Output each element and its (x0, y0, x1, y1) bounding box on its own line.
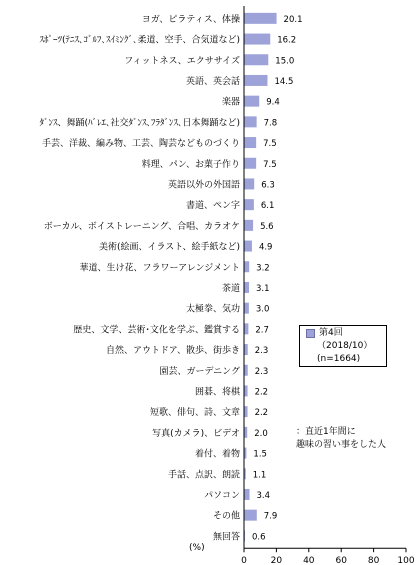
bar (244, 323, 248, 334)
bar (244, 13, 277, 24)
bar (244, 406, 248, 417)
category-label: 茶道 (221, 283, 240, 294)
data-label: 1.5 (253, 449, 267, 460)
category-label: 囲碁、将棋 (194, 387, 240, 398)
category-label: 英語、英会話 (185, 76, 240, 87)
data-label: 3.4 (256, 490, 271, 501)
data-label: 7.5 (263, 139, 277, 150)
data-label: 7.8 (263, 118, 278, 129)
category-label: 料理、パン、お菓子作り (141, 159, 240, 170)
category-label: 楽器 (221, 97, 240, 108)
x-axis-unit-label: (%) (189, 543, 205, 553)
legend-date: （2018/10） (317, 341, 373, 351)
category-label: その他 (212, 511, 240, 522)
x-tick-label: 60 (335, 556, 347, 565)
data-label: 2.3 (254, 366, 269, 377)
bar (244, 116, 257, 127)
category-label: 歴史、文学、芸術･文化を学ぶ、鑑賞する (73, 325, 240, 336)
x-tick-label: 80 (367, 556, 380, 565)
data-label: 2.2 (254, 387, 269, 398)
legend (299, 325, 387, 367)
data-label: 3.0 (255, 304, 270, 315)
note-line-2: 趣味の習い事をした人 (296, 440, 387, 450)
bar (244, 510, 257, 521)
bar (244, 178, 254, 189)
category-label: 英語以外の外国語 (167, 180, 240, 191)
data-label: 9.4 (266, 97, 280, 108)
x-tick-label: 20 (270, 556, 283, 565)
category-label: 手芸、洋裁、編み物、工芸、陶芸などものづくり (41, 139, 240, 150)
data-label: 4.9 (258, 242, 273, 253)
data-label: 6.1 (260, 201, 275, 212)
bar (244, 489, 250, 500)
x-tick-label: 100 (397, 556, 415, 565)
bar (244, 261, 249, 272)
value-labels (252, 15, 303, 543)
category-label: ボーカル、ボイストレーニング、合唱、カラオケ (43, 221, 240, 232)
x-tick-label: 40 (303, 556, 315, 565)
bar (244, 282, 249, 293)
bar (244, 220, 253, 231)
bar (244, 158, 256, 169)
bars (244, 13, 277, 542)
legend-sample-size: (n=1664) (317, 354, 361, 364)
data-label: 6.3 (261, 180, 275, 191)
category-label: 書道、ペン字 (185, 201, 240, 212)
data-label: 7.5 (263, 159, 277, 170)
category-label: フィットネス、エクササイズ (124, 56, 240, 67)
category-label: 美術(絵画、イラスト、絵手紙など) (99, 242, 240, 253)
category-label: 短歌、俳句、詩、文章 (149, 408, 240, 419)
category-label: 華道、生け花、フラワーアレンジメント (79, 263, 240, 274)
category-labels (39, 13, 241, 543)
data-label: 2.3 (254, 346, 269, 357)
data-label: 5.6 (260, 221, 274, 232)
data-label: 2.7 (255, 325, 269, 336)
data-label: 16.2 (277, 35, 297, 46)
category-label: ﾀﾞﾝｽ、舞踊(ﾊﾞﾚｴ､社交ﾀﾞﾝｽ､ﾌﾗﾀﾞﾝｽ､日本舞踊など) (39, 118, 240, 129)
data-label: 7.9 (263, 511, 278, 522)
data-label: 0.6 (251, 532, 266, 543)
note-line-1: ：直近1年間に (296, 427, 356, 437)
data-label: 1.1 (252, 470, 267, 481)
category-label: 無回答 (212, 532, 240, 543)
category-label: 園芸、ガーデニング (159, 366, 240, 377)
bar (244, 241, 252, 252)
bar (244, 199, 254, 210)
bar (244, 96, 259, 107)
data-label: 3.2 (256, 263, 270, 274)
legend-swatch (306, 329, 315, 338)
category-label: 着付、着物 (194, 449, 240, 460)
legend-series-name: 第4回 (319, 328, 343, 338)
category-label: ｽﾎﾟｰﾂ(ﾃﾆｽ､ｺﾞﾙﾌ､ｽｲﾐﾝｸﾞ､柔道、空手、合気道など) (39, 35, 240, 46)
data-label: 15.0 (275, 56, 295, 67)
bar (244, 137, 256, 148)
bar (244, 344, 248, 355)
bar (244, 54, 268, 65)
bar (244, 365, 248, 376)
category-label: 自然、アウトドア、散歩、街歩き (105, 346, 240, 357)
bar (244, 34, 270, 45)
category-label: パソコン (204, 490, 240, 501)
x-tick-label: 0 (241, 556, 247, 565)
data-label: 20.1 (283, 14, 303, 25)
data-label: 14.5 (274, 76, 294, 87)
data-label: 3.1 (256, 283, 270, 294)
bar (244, 303, 249, 314)
category-label: 太極拳、気功 (185, 304, 240, 315)
note-text (296, 426, 386, 452)
data-label: 2.0 (254, 428, 268, 439)
category-label: ヨガ、ピラティス、体操 (141, 14, 240, 25)
category-label: 写真(カメラ)、ビデオ (152, 428, 240, 439)
data-label: 2.2 (254, 408, 269, 419)
category-label: 手話、点訳、朗読 (167, 470, 240, 481)
bar (244, 75, 267, 86)
bar (244, 385, 248, 396)
